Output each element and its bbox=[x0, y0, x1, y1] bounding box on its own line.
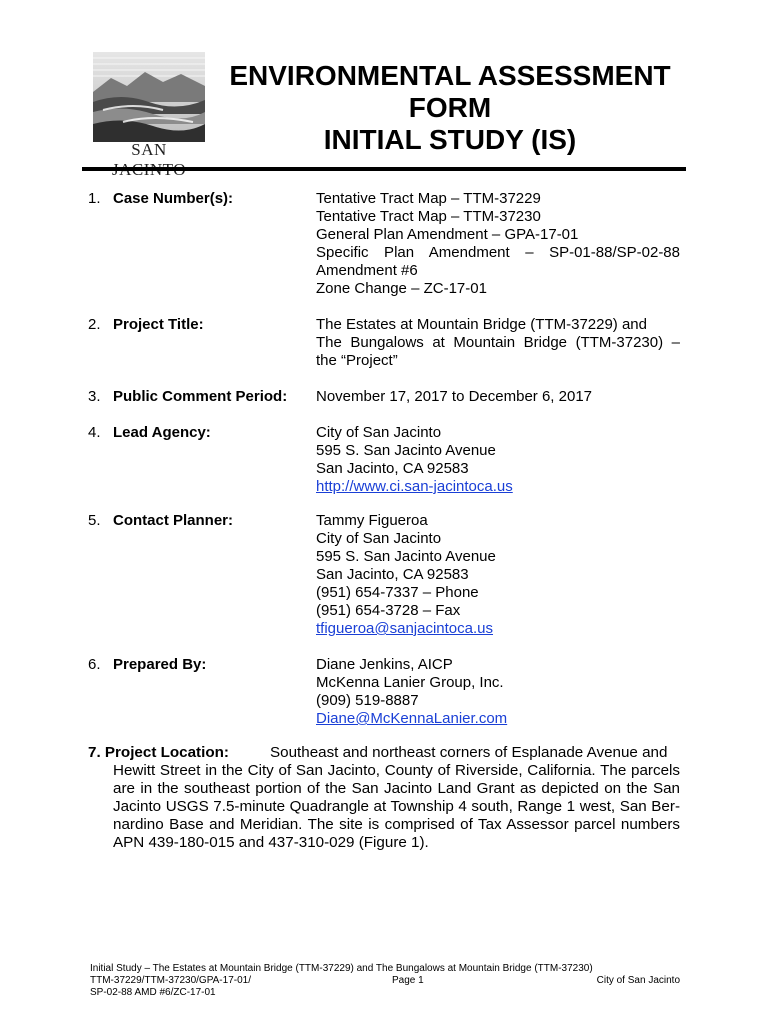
value-line: 595 S. San Jacinto Avenue bbox=[316, 548, 496, 565]
item-value bbox=[316, 424, 680, 496]
footer-line-3: SP-02-88 AMD #6/ZC-17-01 bbox=[90, 987, 216, 998]
item-value bbox=[316, 656, 680, 728]
item-number: 1. bbox=[88, 190, 101, 207]
value-line: (951) 654-7337 – Phone bbox=[316, 584, 479, 601]
location-text-start: Southeast and northeast corners of Esplanade Avenue and bbox=[270, 744, 668, 761]
item-label: 7. Project Location: bbox=[88, 744, 229, 761]
value-line: (909) 519-8887 bbox=[316, 692, 419, 709]
value-line: Tammy Figueroa bbox=[316, 512, 428, 529]
item-label: Prepared By: bbox=[113, 656, 207, 673]
footer-line-1: Initial Study – The Estates at Mountain Bridge (TTM-37229) and The Bungalows at Mountain Bridge (TTM-37230) bbox=[90, 963, 593, 974]
value-line: General Plan Amendment – GPA-17-01 bbox=[316, 226, 579, 243]
value-line: McKenna Lanier Group, Inc. bbox=[316, 674, 504, 691]
item-number: 4. bbox=[88, 424, 101, 441]
value-line: Diane Jenkins, AICP bbox=[316, 656, 453, 673]
item-number: 5. bbox=[88, 512, 101, 529]
location-description: Hewitt Street in the City of San Jacinto, County of Riverside, California. The parcels are in the southeast portion of the San Jacinto Land Grant as depicted on the San Jacinto USGS 7.5-minute Quadrangle at Township 4 south, Range 1 west, San Ber-nardino Base and Meridian. The site is comprised of Tax Assessor parcel numbers APN 439-180-015 and 437-310-029 (Figure 1). bbox=[113, 762, 680, 851]
item-label: Case Number(s): bbox=[113, 190, 234, 207]
item-label: Lead Agency: bbox=[113, 424, 211, 441]
value-line: Tentative Tract Map – TTM-37229 bbox=[316, 190, 541, 207]
value-line: Zone Change – ZC-17-01 bbox=[316, 280, 487, 297]
title-line-2: FORM bbox=[408, 92, 492, 123]
san-jacinto-logo bbox=[93, 52, 205, 164]
title-divider bbox=[82, 167, 686, 171]
value-line: City of San Jacinto bbox=[316, 530, 442, 547]
location-first-line bbox=[88, 744, 680, 762]
item-value bbox=[316, 190, 680, 298]
item-value bbox=[316, 388, 680, 406]
item-number: 3. bbox=[88, 388, 101, 405]
value-line: San Jacinto, CA 92583 bbox=[316, 460, 469, 477]
preparer-email-link[interactable]: Diane@McKennaLanier.com bbox=[316, 710, 508, 727]
value-line: November 17, 2017 to December 6, 2017 bbox=[316, 388, 592, 405]
title-line-3: INITIAL STUDY (IS) bbox=[323, 124, 577, 155]
item-value bbox=[316, 316, 680, 370]
item-label: Public Comment Period: bbox=[113, 388, 288, 405]
logo-text: SAN bbox=[131, 140, 167, 159]
value-line: 595 S. San Jacinto Avenue bbox=[316, 442, 496, 459]
value-line: City of San Jacinto bbox=[316, 424, 442, 441]
footer-line-2 bbox=[90, 975, 680, 987]
item-label: Contact Planner: bbox=[113, 512, 234, 529]
footer-city: City of San Jacinto bbox=[596, 975, 680, 986]
value-line: The Bungalows at Mountain Bridge (TTM-37230) – bbox=[316, 334, 680, 351]
item-label: Project Title: bbox=[113, 316, 204, 333]
value-line: (951) 654-3728 – Fax bbox=[316, 602, 461, 619]
value-line: the “Project” bbox=[316, 352, 398, 369]
item-value bbox=[316, 512, 680, 638]
mountain-landscape-icon bbox=[93, 52, 205, 142]
item-number: 2. bbox=[88, 316, 101, 333]
value-line: Tentative Tract Map – TTM-37230 bbox=[316, 208, 541, 225]
value-line: Specific Plan Amendment – SP-01-88/SP-02-88 bbox=[316, 244, 680, 261]
footer-case-numbers: TTM-37229/TTM-37230/GPA-17-01/ bbox=[90, 975, 251, 986]
page-footer bbox=[90, 963, 680, 999]
value-line: The Estates at Mountain Bridge (TTM-37229) and bbox=[316, 316, 647, 333]
agency-website-link[interactable]: http://www.ci.san-jacintoca.us bbox=[316, 478, 513, 495]
page-number: Page 1 bbox=[392, 975, 424, 986]
title-line-1: ENVIRONMENTAL ASSESSMENT bbox=[229, 60, 671, 91]
value-line: San Jacinto, CA 92583 bbox=[316, 566, 469, 583]
planner-email-link[interactable]: tfigueroa@sanjacintoca.us bbox=[316, 620, 493, 637]
document-title bbox=[215, 60, 685, 156]
item-number: 6. bbox=[88, 656, 101, 673]
value-line: Amendment #6 bbox=[316, 262, 418, 279]
